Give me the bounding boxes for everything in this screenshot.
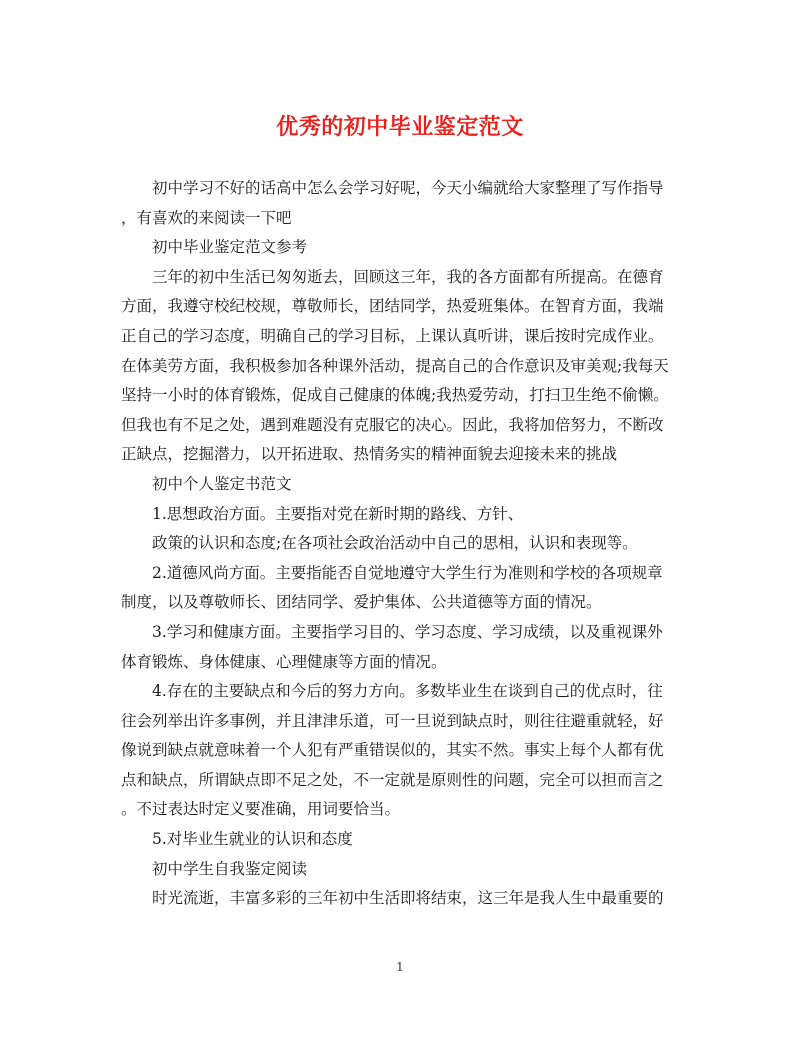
text-line: 政策的认识和态度;在各项社会政治活动中自己的思相，认识和表现等。 [152,534,638,553]
document-body [121,174,681,914]
text-line: 制度，以及尊敬师长、团结同学、爱护集体、公共道德等方面的情况。 [121,593,602,612]
text-line: 坚持一小时的体育锻炼，促成自己健康的体魄;我热爱劳动，打扫卫生绝不偷懒。 [121,386,669,405]
text-line: 初中学习不好的话高中怎么会学习好呢，今天小编就给大家整理了写作指导 [152,179,664,197]
text-line: 三年的初中生活已匆匆逝去，回顾这三年，我的各方面都有所提高。在德育 [152,267,664,286]
text-line: 正缺点，挖掘潜力，以开拓进取、热情务实的精神面貌去迎接未来的挑战 [121,445,618,464]
document-title: 优秀的初中毕业鉴定范文 [276,114,524,140]
text-line: 往会列举出许多事例，并且津津乐道，可一旦说到缺点时，则往往避重就轻，好 [121,711,664,730]
text-line: 但我也有不足之处，遇到难题没有克服它的决心。因此，我将加倍努力，不断改 [121,415,664,434]
text-line: 。不过表达时定义要准确，用词要恰当。 [121,800,401,819]
text-line: ，有喜欢的来阅读一下吧 [121,208,292,227]
text-line: 方面，我遵守校纪校规，尊敬师长，团结同学，热爱班集体。在智育方面，我端 [121,297,664,316]
text-line: 初中毕业鉴定范文参考 [152,238,308,257]
text-line: 初中个人鉴定书范文 [152,474,292,493]
text-line: 像说到缺点就意味着一个人犯有严重错误似的，其实不然。事实上每个人都有优 [121,741,664,760]
text-line: 3.学习和健康方面。主要指学习目的、学习态度、学习成绩，以及重视课外 [152,622,663,641]
text-line: 正自己的学习态度，明确自己的学习目标，上课认真听讲，课后按时完成作业。 [121,326,664,345]
text-line: 在体美劳方面，我积极参加各种课外活动，提高自己的合作意识及审美观;我每天 [121,356,669,375]
text-line: 5.对毕业生就业的认识和态度 [152,830,353,849]
text-line: 4.存在的主要缺点和今后的努力方向。多数毕业生在谈到自己的优点时，往 [152,682,663,701]
text-line: 时光流逝，丰富多彩的三年初中生活即将结束，这三年是我人生中最重要的 [152,889,664,908]
text-line: 2.道德风尚方面。主要指能否自觉地遵守大学生行为准则和学校的各项规章 [152,563,663,582]
page-number: 1 [396,960,404,974]
text-line: 体育锻炼、身体健康、心理健康等方面的情况。 [121,652,447,671]
text-line: 初中学生自我鉴定阅读 [152,859,308,878]
text-line: 1.思想政治方面。主要指对党在新时期的路线、方针、 [152,504,524,523]
text-line: 点和缺点，所谓缺点即不足之处，不一定就是原则性的问题，完全可以担而言之 [121,770,664,789]
